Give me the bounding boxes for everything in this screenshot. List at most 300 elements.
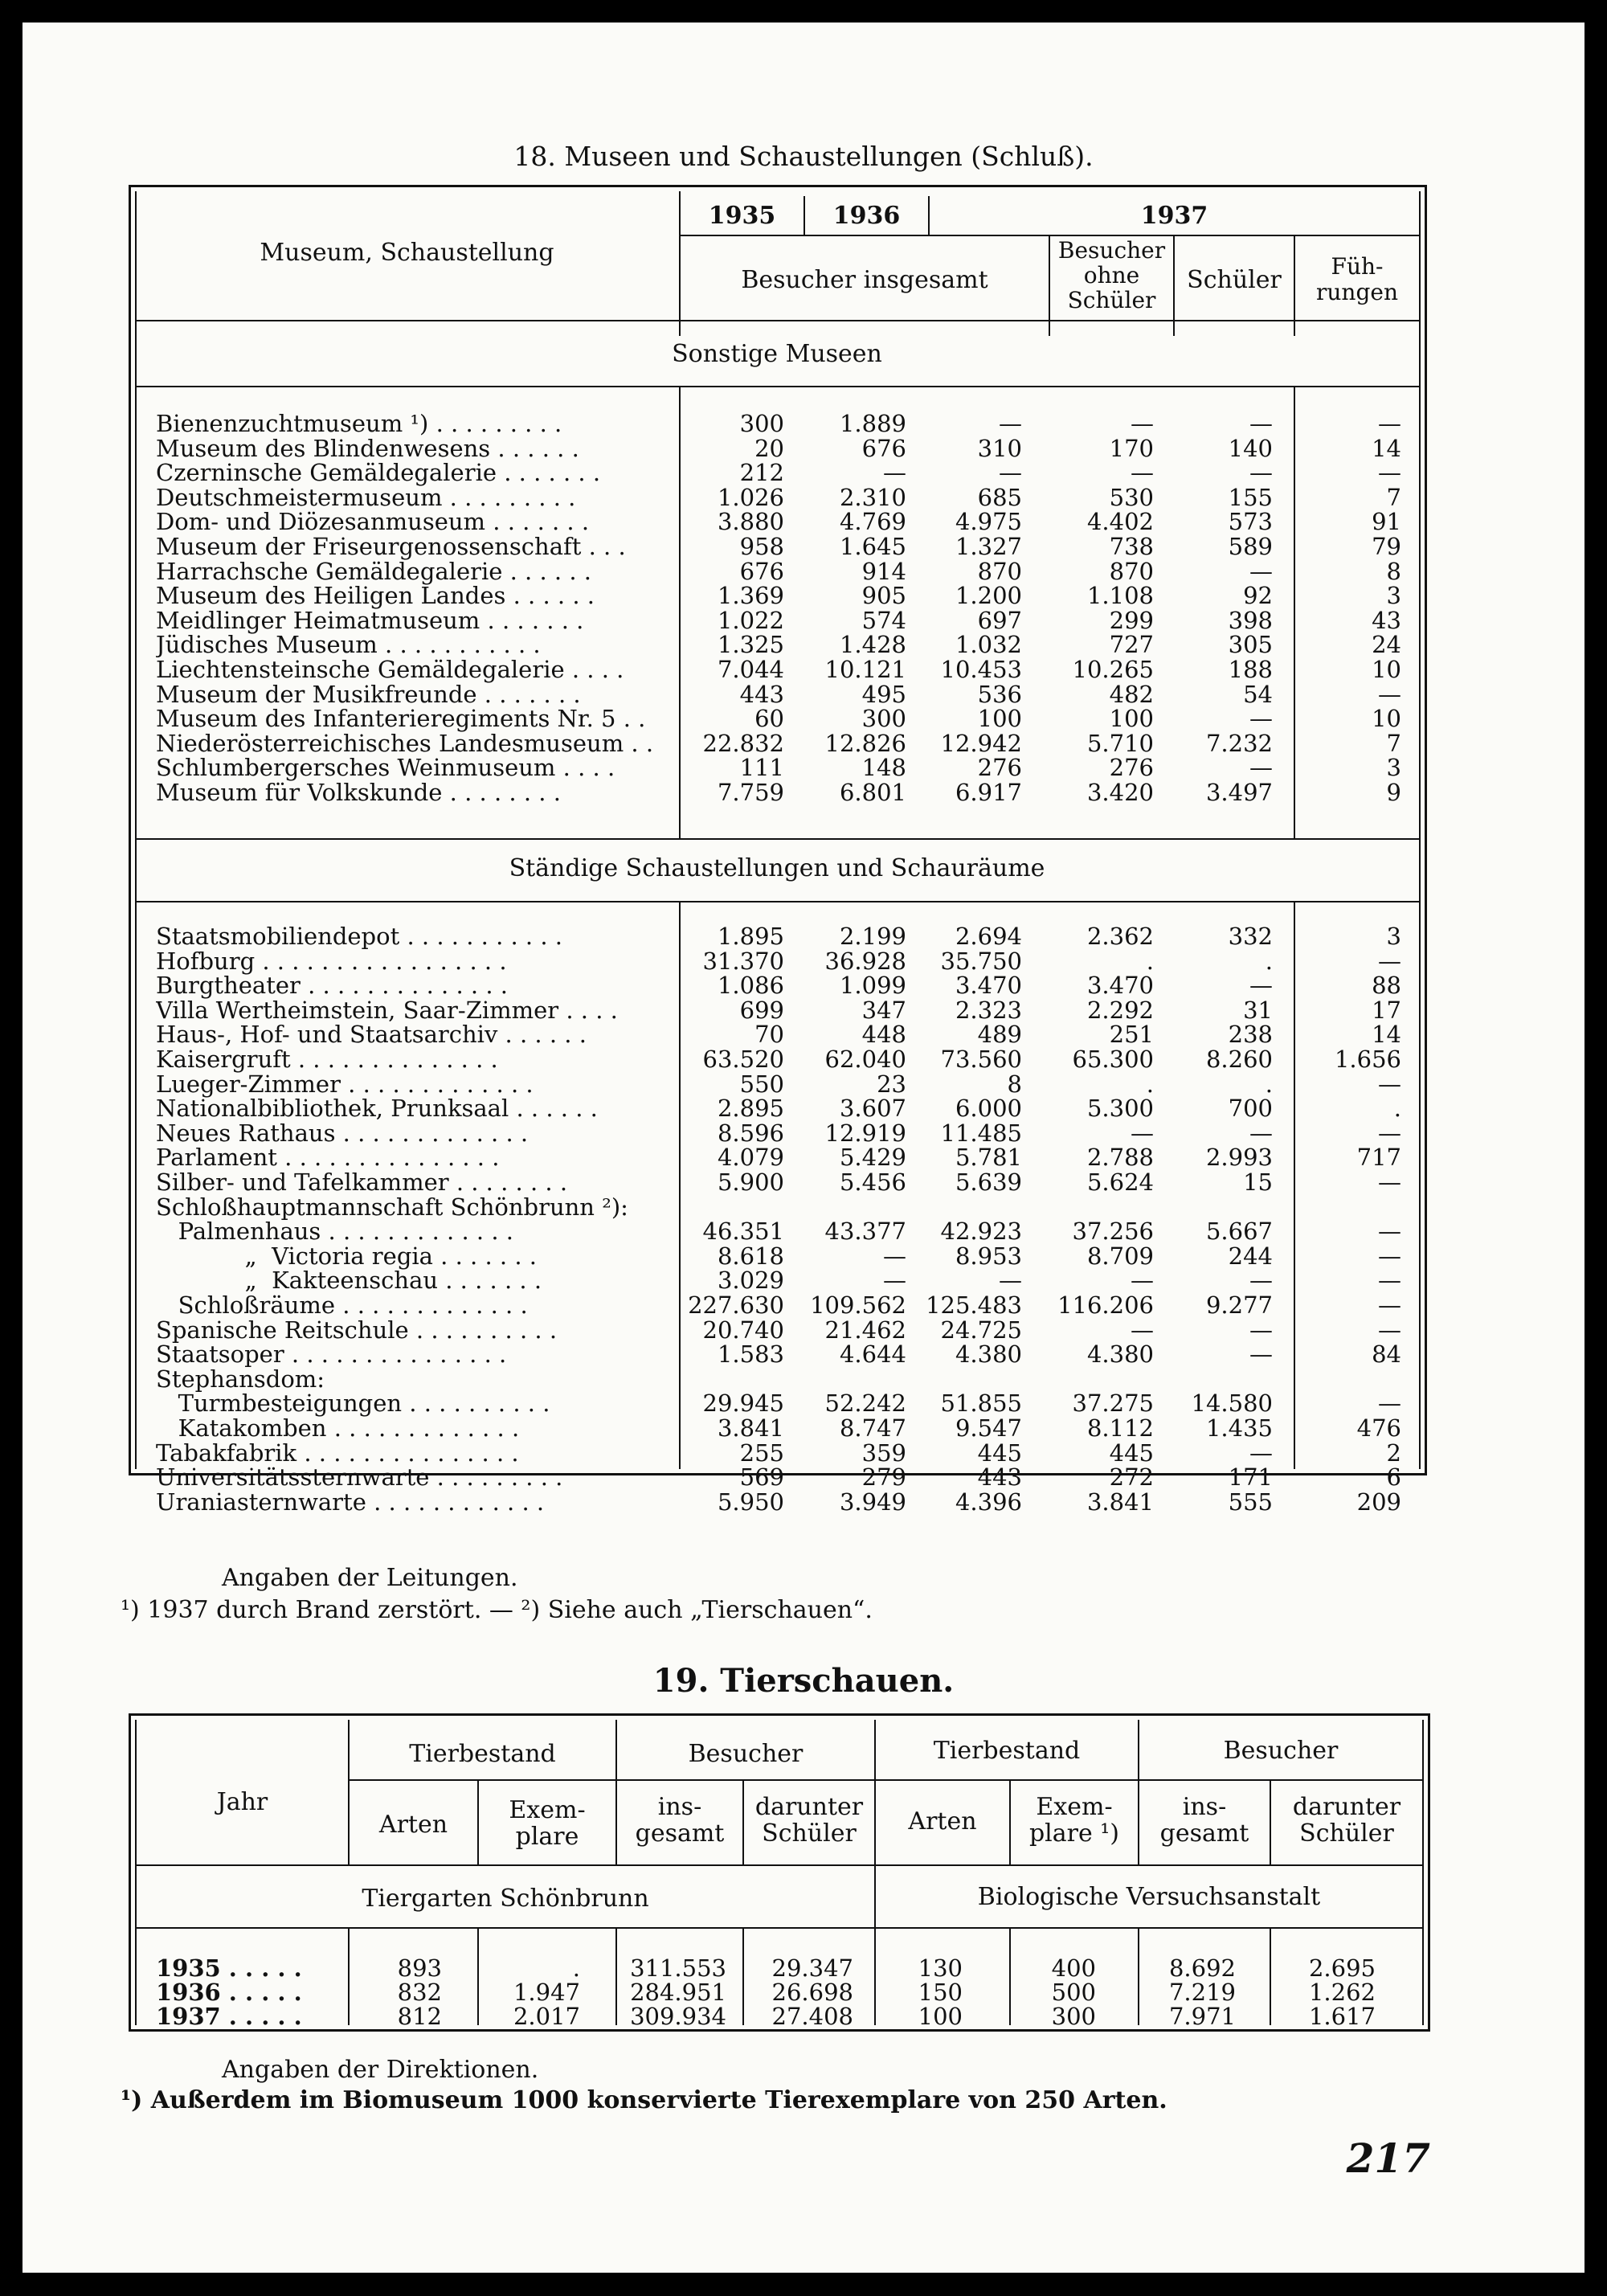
insgesamt-header-right: ins- gesamt — [1159, 1793, 1249, 1848]
row-label: Schlumbergersches Weinmuseum . . . . — [156, 754, 615, 782]
cell-value: 1.099 — [839, 972, 906, 1000]
cell-value: 589 — [1228, 533, 1273, 560]
cell-value: 1.947 — [513, 1979, 580, 2006]
cell-value: 12.826 — [824, 729, 906, 757]
cell-value: 5.900 — [717, 1168, 784, 1196]
cell-value: 2.895 — [717, 1095, 784, 1123]
tierbestand-header-left: Tierbestand — [409, 1740, 556, 1768]
cell-value: 36.928 — [824, 947, 906, 975]
exemplare-header-right: Exem- plare ¹) — [1028, 1793, 1120, 1848]
arten-header-left: Arten — [378, 1811, 448, 1839]
row-label: Bienenzuchtmuseum ¹) . . . . . . . . . — [156, 410, 562, 437]
cell-value: — — [1378, 1168, 1401, 1196]
cell-value: 2.199 — [839, 923, 906, 950]
table18-title: 18. Museen und Schaustellungen (Schluß). — [513, 141, 1094, 172]
table-row — [22, 1144, 1585, 1172]
cell-value: 1.583 — [717, 1340, 784, 1369]
cell-value: 1.656 — [1334, 1046, 1401, 1073]
table-row — [22, 410, 1585, 435]
fuehrungen-header: Füh- rungen — [1316, 253, 1398, 305]
cell-value: 699 — [739, 996, 784, 1024]
cell-value: 284.951 — [630, 1979, 726, 2006]
cell-value: 12.919 — [824, 1119, 906, 1147]
cell-value: 272 — [1109, 1463, 1154, 1492]
row-label: Neues Rathaus . . . . . . . . . . . . . — [156, 1119, 529, 1147]
cell-value: 359 — [861, 1439, 906, 1467]
row-label: Museum der Friseurgenossenschaft . . . — [156, 533, 626, 560]
cell-value: 445 — [1109, 1439, 1154, 1467]
table-row — [22, 1021, 1585, 1049]
table-row — [22, 681, 1585, 706]
row-label: Harrachsche Gemäldegalerie . . . . . . — [156, 557, 592, 585]
document-page — [22, 23, 1585, 2273]
cell-value: 3.841 — [717, 1414, 784, 1442]
cell-value: 870 — [1109, 557, 1154, 585]
cell-value: 717 — [1356, 1144, 1401, 1172]
cell-value: 476 — [1356, 1414, 1401, 1442]
table-row — [22, 1168, 1585, 1196]
cell-value: 8.260 — [1205, 1046, 1273, 1073]
cell-value: — — [1378, 1119, 1401, 1147]
cell-value: 14.580 — [1191, 1389, 1273, 1418]
cell-value: 905 — [861, 582, 906, 610]
cell-value: 4.380 — [955, 1340, 1022, 1369]
cell-value: 12.942 — [940, 729, 1022, 757]
table-row — [22, 972, 1585, 1000]
schueler-header: Schüler — [1187, 266, 1282, 294]
cell-value: 1.032 — [955, 631, 1022, 659]
row-label: Turmbesteigungen . . . . . . . . . . — [156, 1389, 550, 1418]
row-label: Nationalbibliothek, Prunksaal . . . . . . — [156, 1095, 598, 1123]
cell-value: 5.781 — [955, 1144, 1022, 1172]
cell-value: 20.740 — [702, 1316, 784, 1344]
cell-value: 14 — [1372, 1021, 1401, 1049]
cell-value: 812 — [397, 2003, 442, 2030]
section-sonstige-museen: Sonstige Museen — [672, 340, 882, 368]
row-label: Schloßhauptmannschaft Schönbrunn ²): — [156, 1193, 628, 1221]
cell-value: 8.747 — [839, 1414, 906, 1442]
cell-value: 155 — [1228, 483, 1273, 511]
row-label: Palmenhaus . . . . . . . . . . . . . — [156, 1218, 513, 1246]
cell-value: — — [1249, 1119, 1273, 1147]
cell-value: 51.855 — [940, 1389, 1022, 1418]
cell-value: 347 — [861, 996, 906, 1024]
cell-value: 14 — [1372, 434, 1401, 462]
cell-value: 65.300 — [1072, 1046, 1154, 1073]
cell-value: 140 — [1228, 434, 1273, 462]
cell-value: 79 — [1372, 533, 1401, 560]
cell-value: . — [1146, 947, 1154, 975]
cell-value: 299 — [1109, 606, 1154, 634]
cell-value: 8.618 — [717, 1242, 784, 1270]
cell-value: 46.351 — [702, 1218, 784, 1246]
cell-value: — — [999, 1267, 1022, 1295]
table-row — [22, 435, 1585, 460]
cell-value: 255 — [739, 1439, 784, 1467]
table-row — [22, 1340, 1585, 1369]
cell-value: . — [1146, 1070, 1154, 1098]
cell-value: 20 — [754, 434, 784, 462]
cell-value: 276 — [977, 754, 1022, 782]
cell-value: 6.801 — [839, 779, 906, 806]
cell-value: 3.420 — [1086, 779, 1154, 806]
cell-value: 7.044 — [717, 656, 784, 683]
cell-value: 2.788 — [1086, 1144, 1154, 1172]
darunter-schueler-header-left: darunter Schüler — [754, 1793, 864, 1848]
cell-value: 5.639 — [955, 1168, 1022, 1196]
table-row — [22, 459, 1585, 487]
cell-value: 1.889 — [839, 410, 906, 437]
cell-value: 10.453 — [940, 656, 1022, 683]
table-row — [22, 947, 1585, 975]
cell-value: 6.917 — [955, 779, 1022, 806]
row-label: Universitätssternwarte . . . . . . . . . — [156, 1463, 563, 1492]
cell-value: 100 — [977, 705, 1022, 733]
cell-value: 279 — [861, 1463, 906, 1492]
cell-value: 5.300 — [1086, 1095, 1154, 1123]
table19-footnote: ¹) Außerdem im Biomuseum 1000 konservierte Tierexemplare von 250 Arten. — [121, 2086, 1167, 2114]
table-row — [22, 1439, 1585, 1467]
row-label: Katakomben . . . . . . . . . . . . . — [156, 1414, 520, 1442]
cell-value: 2.310 — [839, 483, 906, 511]
cell-value: 130 — [918, 1954, 963, 1982]
table-row — [22, 996, 1585, 1024]
cell-value: 676 — [739, 557, 784, 585]
cell-value: 2.362 — [1086, 923, 1154, 950]
year-label: 1936 . . . . . — [156, 1979, 302, 2006]
cell-value: — — [1249, 557, 1273, 585]
cell-value: — — [1131, 459, 1154, 487]
cell-value: 1.617 — [1308, 2003, 1376, 2030]
cell-value: — — [1249, 459, 1273, 487]
table-row — [22, 582, 1585, 610]
cell-value: 6.000 — [955, 1095, 1022, 1123]
table-row — [22, 1242, 1585, 1270]
cell-value: — — [1131, 1267, 1154, 1295]
table-row — [22, 1488, 1585, 1516]
cell-value: — — [883, 459, 906, 487]
cell-value: 10.265 — [1072, 656, 1154, 683]
cell-value: — — [1249, 1316, 1273, 1344]
cell-value: 150 — [918, 1979, 963, 2006]
cell-value: 92 — [1243, 582, 1273, 610]
cell-value: 495 — [861, 680, 906, 708]
cell-value: 188 — [1228, 656, 1273, 683]
table-row — [22, 754, 1585, 782]
row-label: Museum der Musikfreunde . . . . . . . — [156, 680, 581, 708]
cell-value: 31.370 — [702, 947, 784, 975]
cell-value: 5.667 — [1205, 1218, 1273, 1246]
cell-value: 109.562 — [810, 1291, 906, 1319]
cell-value: 7.232 — [1205, 729, 1273, 757]
cell-value: — — [883, 1242, 906, 1270]
cell-value: 1.895 — [717, 923, 784, 950]
cell-value: 9 — [1386, 779, 1401, 806]
row-label: Stephansdom: — [156, 1365, 325, 1393]
cell-value: 10 — [1372, 705, 1401, 733]
table-row — [22, 1463, 1585, 1492]
cell-value: 2 — [1386, 1439, 1401, 1467]
cell-value: 7 — [1386, 729, 1401, 757]
cell-value: 5.950 — [717, 1488, 784, 1516]
cell-value: — — [1378, 459, 1401, 487]
cell-value: — — [999, 459, 1022, 487]
cell-value: 550 — [739, 1070, 784, 1098]
cell-value: 400 — [1051, 1954, 1096, 1982]
table-row — [22, 1316, 1585, 1344]
cell-value: 445 — [977, 1439, 1022, 1467]
cell-value: 4.079 — [717, 1144, 784, 1172]
table-row — [22, 1291, 1585, 1319]
cell-value: 1.369 — [717, 582, 784, 610]
cell-value: 11.485 — [940, 1119, 1022, 1147]
cell-value: 914 — [861, 557, 906, 585]
tierbestand-header-right: Tierbestand — [933, 1737, 1081, 1765]
cell-value: 35.750 — [940, 947, 1022, 975]
row-label: Jüdisches Museum . . . . . . . . . . . — [156, 631, 541, 659]
cell-value: — — [1249, 705, 1273, 733]
row-label: Czerninsche Gemäldegalerie . . . . . . . — [156, 459, 601, 487]
row-label: Spanische Reitschule . . . . . . . . . . — [156, 1316, 558, 1344]
besucher-header-left: Besucher — [688, 1740, 804, 1768]
cell-value: 212 — [739, 459, 784, 487]
table-row — [22, 1365, 1585, 1393]
cell-value: 8 — [1386, 557, 1401, 585]
cell-value: 21.462 — [824, 1316, 906, 1344]
row-label: Silber- und Tafelkammer . . . . . . . . — [156, 1168, 568, 1196]
col-1937-header: 1937 — [1140, 202, 1208, 230]
cell-value: 5.624 — [1086, 1168, 1154, 1196]
cell-value: 3.497 — [1205, 779, 1273, 806]
cell-value: 697 — [977, 606, 1022, 634]
cell-value: 3.880 — [717, 508, 784, 536]
section-tiergarten-schoenbrunn: Tiergarten Schönbrunn — [362, 1885, 649, 1913]
row-label: Lueger-Zimmer . . . . . . . . . . . . . — [156, 1070, 534, 1098]
table-row — [22, 484, 1585, 509]
cell-value: — — [1131, 1316, 1154, 1344]
cell-value: — — [1378, 1218, 1401, 1246]
cell-value: 309.934 — [630, 2003, 726, 2030]
row-label: „ Kakteenschau . . . . . . . — [156, 1267, 542, 1295]
table-row — [22, 923, 1585, 950]
cell-value: 685 — [977, 483, 1022, 511]
cell-value: 1.108 — [1086, 582, 1154, 610]
cell-value: 530 — [1109, 483, 1154, 511]
row-label: Haus-, Hof- und Staatsarchiv . . . . . . — [156, 1021, 587, 1049]
table-row — [22, 1389, 1585, 1418]
cell-value: 8 — [1007, 1070, 1022, 1098]
cell-value: 276 — [1109, 754, 1154, 782]
table-row — [22, 1095, 1585, 1123]
cell-value: . — [1393, 1095, 1401, 1123]
cell-value: 1.645 — [839, 533, 906, 560]
row-label: Liechtensteinsche Gemäldegalerie . . . . — [156, 656, 624, 683]
table-row — [22, 508, 1585, 536]
cell-value: 170 — [1109, 434, 1154, 462]
cell-value: 2.292 — [1086, 996, 1154, 1024]
cell-value: 536 — [977, 680, 1022, 708]
cell-value: 8.112 — [1086, 1414, 1154, 1442]
cell-value: 448 — [861, 1021, 906, 1049]
row-label: Tabakfabrik . . . . . . . . . . . . . . . — [156, 1439, 519, 1467]
table-row — [22, 1070, 1585, 1098]
col-1936-header: 1936 — [832, 202, 901, 230]
row-label: „ Victoria regia . . . . . . . — [156, 1242, 537, 1270]
cell-value: — — [1378, 1316, 1401, 1344]
cell-value: 7.759 — [717, 779, 784, 806]
cell-value: 1.262 — [1308, 1979, 1376, 2006]
cell-value: — — [1249, 1267, 1273, 1295]
cell-value: 37.275 — [1072, 1389, 1154, 1418]
cell-value: . — [1265, 947, 1273, 975]
cell-value: 870 — [977, 557, 1022, 585]
cell-value: 5.710 — [1086, 729, 1154, 757]
cell-value: 2.694 — [955, 923, 1022, 950]
cell-value: 73.560 — [940, 1046, 1022, 1073]
row-label: Parlament . . . . . . . . . . . . . . . — [156, 1144, 500, 1172]
cell-value: 26.698 — [771, 1979, 853, 2006]
cell-value: 574 — [861, 606, 906, 634]
cell-value: 63.520 — [702, 1046, 784, 1073]
cell-value: 10.121 — [824, 656, 906, 683]
section-staendige-schaustellungen: Ständige Schaustellungen und Schauräume — [509, 854, 1045, 882]
table19-title: 19. Tierschauen. — [652, 1662, 955, 1700]
cell-value: — — [1378, 680, 1401, 708]
table18-source: Angaben der Leitungen. — [222, 1564, 518, 1592]
cell-value: 209 — [1356, 1488, 1401, 1516]
table-row — [22, 1218, 1585, 1246]
cell-value: . — [1265, 1070, 1273, 1098]
cell-value: 15 — [1243, 1168, 1273, 1196]
exemplare-header-left: Exem- plare — [509, 1796, 586, 1851]
cell-value: 238 — [1228, 1021, 1273, 1049]
row-label: Museum für Volkskunde . . . . . . . . — [156, 779, 561, 806]
table-row — [22, 779, 1585, 804]
cell-value: 727 — [1109, 631, 1154, 659]
table-row — [22, 533, 1585, 558]
cell-value: — — [1249, 1439, 1273, 1467]
cell-value: 4.396 — [955, 1488, 1022, 1516]
row-label: Dom- und Diözesanmuseum . . . . . . . — [156, 508, 590, 536]
row-label: Burgtheater . . . . . . . . . . . . . . — [156, 972, 508, 1000]
darunter-schueler-header-right: darunter Schüler — [1292, 1793, 1401, 1848]
besucher-insgesamt-header: Besucher insgesamt — [741, 266, 988, 294]
cell-value: 43 — [1372, 606, 1401, 634]
cell-value: 22.832 — [702, 729, 784, 757]
cell-value: — — [1131, 410, 1154, 437]
cell-value: — — [1378, 1070, 1401, 1098]
cell-value: — — [1249, 754, 1273, 782]
table-row — [22, 705, 1585, 733]
cell-value: . — [572, 1954, 580, 1982]
row-label: Meidlinger Heimatmuseum . . . . . . . — [156, 606, 584, 634]
cell-value: 9.277 — [1205, 1291, 1273, 1319]
cell-value: 227.630 — [688, 1291, 784, 1319]
cell-value: — — [1378, 1267, 1401, 1295]
cell-value: 23 — [877, 1070, 906, 1098]
cell-value: 2.695 — [1308, 1954, 1376, 1982]
cell-value: 398 — [1228, 606, 1273, 634]
year-label: 1937 . . . . . — [156, 2003, 302, 2030]
col-jahr-header: Jahr — [216, 1788, 268, 1816]
cell-value: 443 — [739, 680, 784, 708]
cell-value: 832 — [397, 1979, 442, 2006]
cell-value: 24 — [1372, 631, 1401, 659]
cell-value: 8.692 — [1168, 1954, 1236, 1982]
cell-value: 6 — [1386, 1463, 1401, 1492]
cell-value: 100 — [918, 2003, 963, 2030]
cell-value: 3 — [1386, 582, 1401, 610]
cell-value: 251 — [1109, 1021, 1154, 1049]
row-label: Deutschmeistermuseum . . . . . . . . . — [156, 483, 576, 511]
cell-value: — — [1378, 947, 1401, 975]
cell-value: 3.470 — [1086, 972, 1154, 1000]
cell-value: 2.993 — [1205, 1144, 1273, 1172]
cell-value: 148 — [861, 754, 906, 782]
cell-value: — — [1378, 410, 1401, 437]
cell-value: 555 — [1228, 1488, 1273, 1516]
cell-value: 700 — [1228, 1095, 1273, 1123]
cell-value: 10 — [1372, 656, 1401, 683]
cell-value: 300 — [861, 705, 906, 733]
cell-value: 305 — [1228, 631, 1273, 659]
besucher-header-right: Besucher — [1223, 1737, 1339, 1765]
cell-value: 1.022 — [717, 606, 784, 634]
cell-value: 3.470 — [955, 972, 1022, 1000]
cell-value: 3 — [1386, 754, 1401, 782]
cell-value: 31 — [1243, 996, 1273, 1024]
cell-value: 17 — [1372, 996, 1401, 1024]
besucher-ohne-schueler-header: Besucher ohne Schüler — [1057, 237, 1166, 313]
cell-value: 4.644 — [839, 1340, 906, 1369]
cell-value: 500 — [1051, 1979, 1096, 2006]
cell-value: 62.040 — [824, 1046, 906, 1073]
cell-value: 332 — [1228, 923, 1273, 950]
cell-value: 29.347 — [771, 1954, 853, 1982]
cell-value: 4.975 — [955, 508, 1022, 536]
cell-value: 116.206 — [1057, 1291, 1154, 1319]
cell-value: — — [1249, 972, 1273, 1000]
cell-value: 3.607 — [839, 1095, 906, 1123]
arten-header-right: Arten — [908, 1807, 977, 1836]
cell-value: 88 — [1372, 972, 1401, 1000]
table-row — [22, 558, 1585, 583]
table-row — [22, 1267, 1585, 1295]
cell-value: 7 — [1386, 483, 1401, 511]
cell-value: 1.325 — [717, 631, 784, 659]
cell-value: 9.547 — [955, 1414, 1022, 1442]
cell-value: 8.709 — [1086, 1242, 1154, 1270]
col-1935-header: 1935 — [708, 202, 776, 230]
cell-value: 1.026 — [717, 483, 784, 511]
cell-value: — — [1378, 1242, 1401, 1270]
row-label: Uraniasternwarte . . . . . . . . . . . . — [156, 1488, 545, 1516]
row-label: Hofburg . . . . . . . . . . . . . . . . . — [156, 947, 507, 975]
cell-value: 3 — [1386, 923, 1401, 950]
row-label: Museum des Blindenwesens . . . . . . — [156, 434, 579, 462]
cell-value: 573 — [1228, 508, 1273, 536]
cell-value: 310 — [977, 434, 1022, 462]
cell-value: 4.402 — [1086, 508, 1154, 536]
cell-value: 676 — [861, 434, 906, 462]
cell-value: 84 — [1372, 1340, 1401, 1369]
cell-value: 111 — [739, 754, 784, 782]
cell-value: 7.971 — [1168, 2003, 1236, 2030]
cell-value: 171 — [1228, 1463, 1273, 1492]
cell-value: 100 — [1109, 705, 1154, 733]
cell-value: 2.323 — [955, 996, 1022, 1024]
cell-value: 569 — [739, 1463, 784, 1492]
